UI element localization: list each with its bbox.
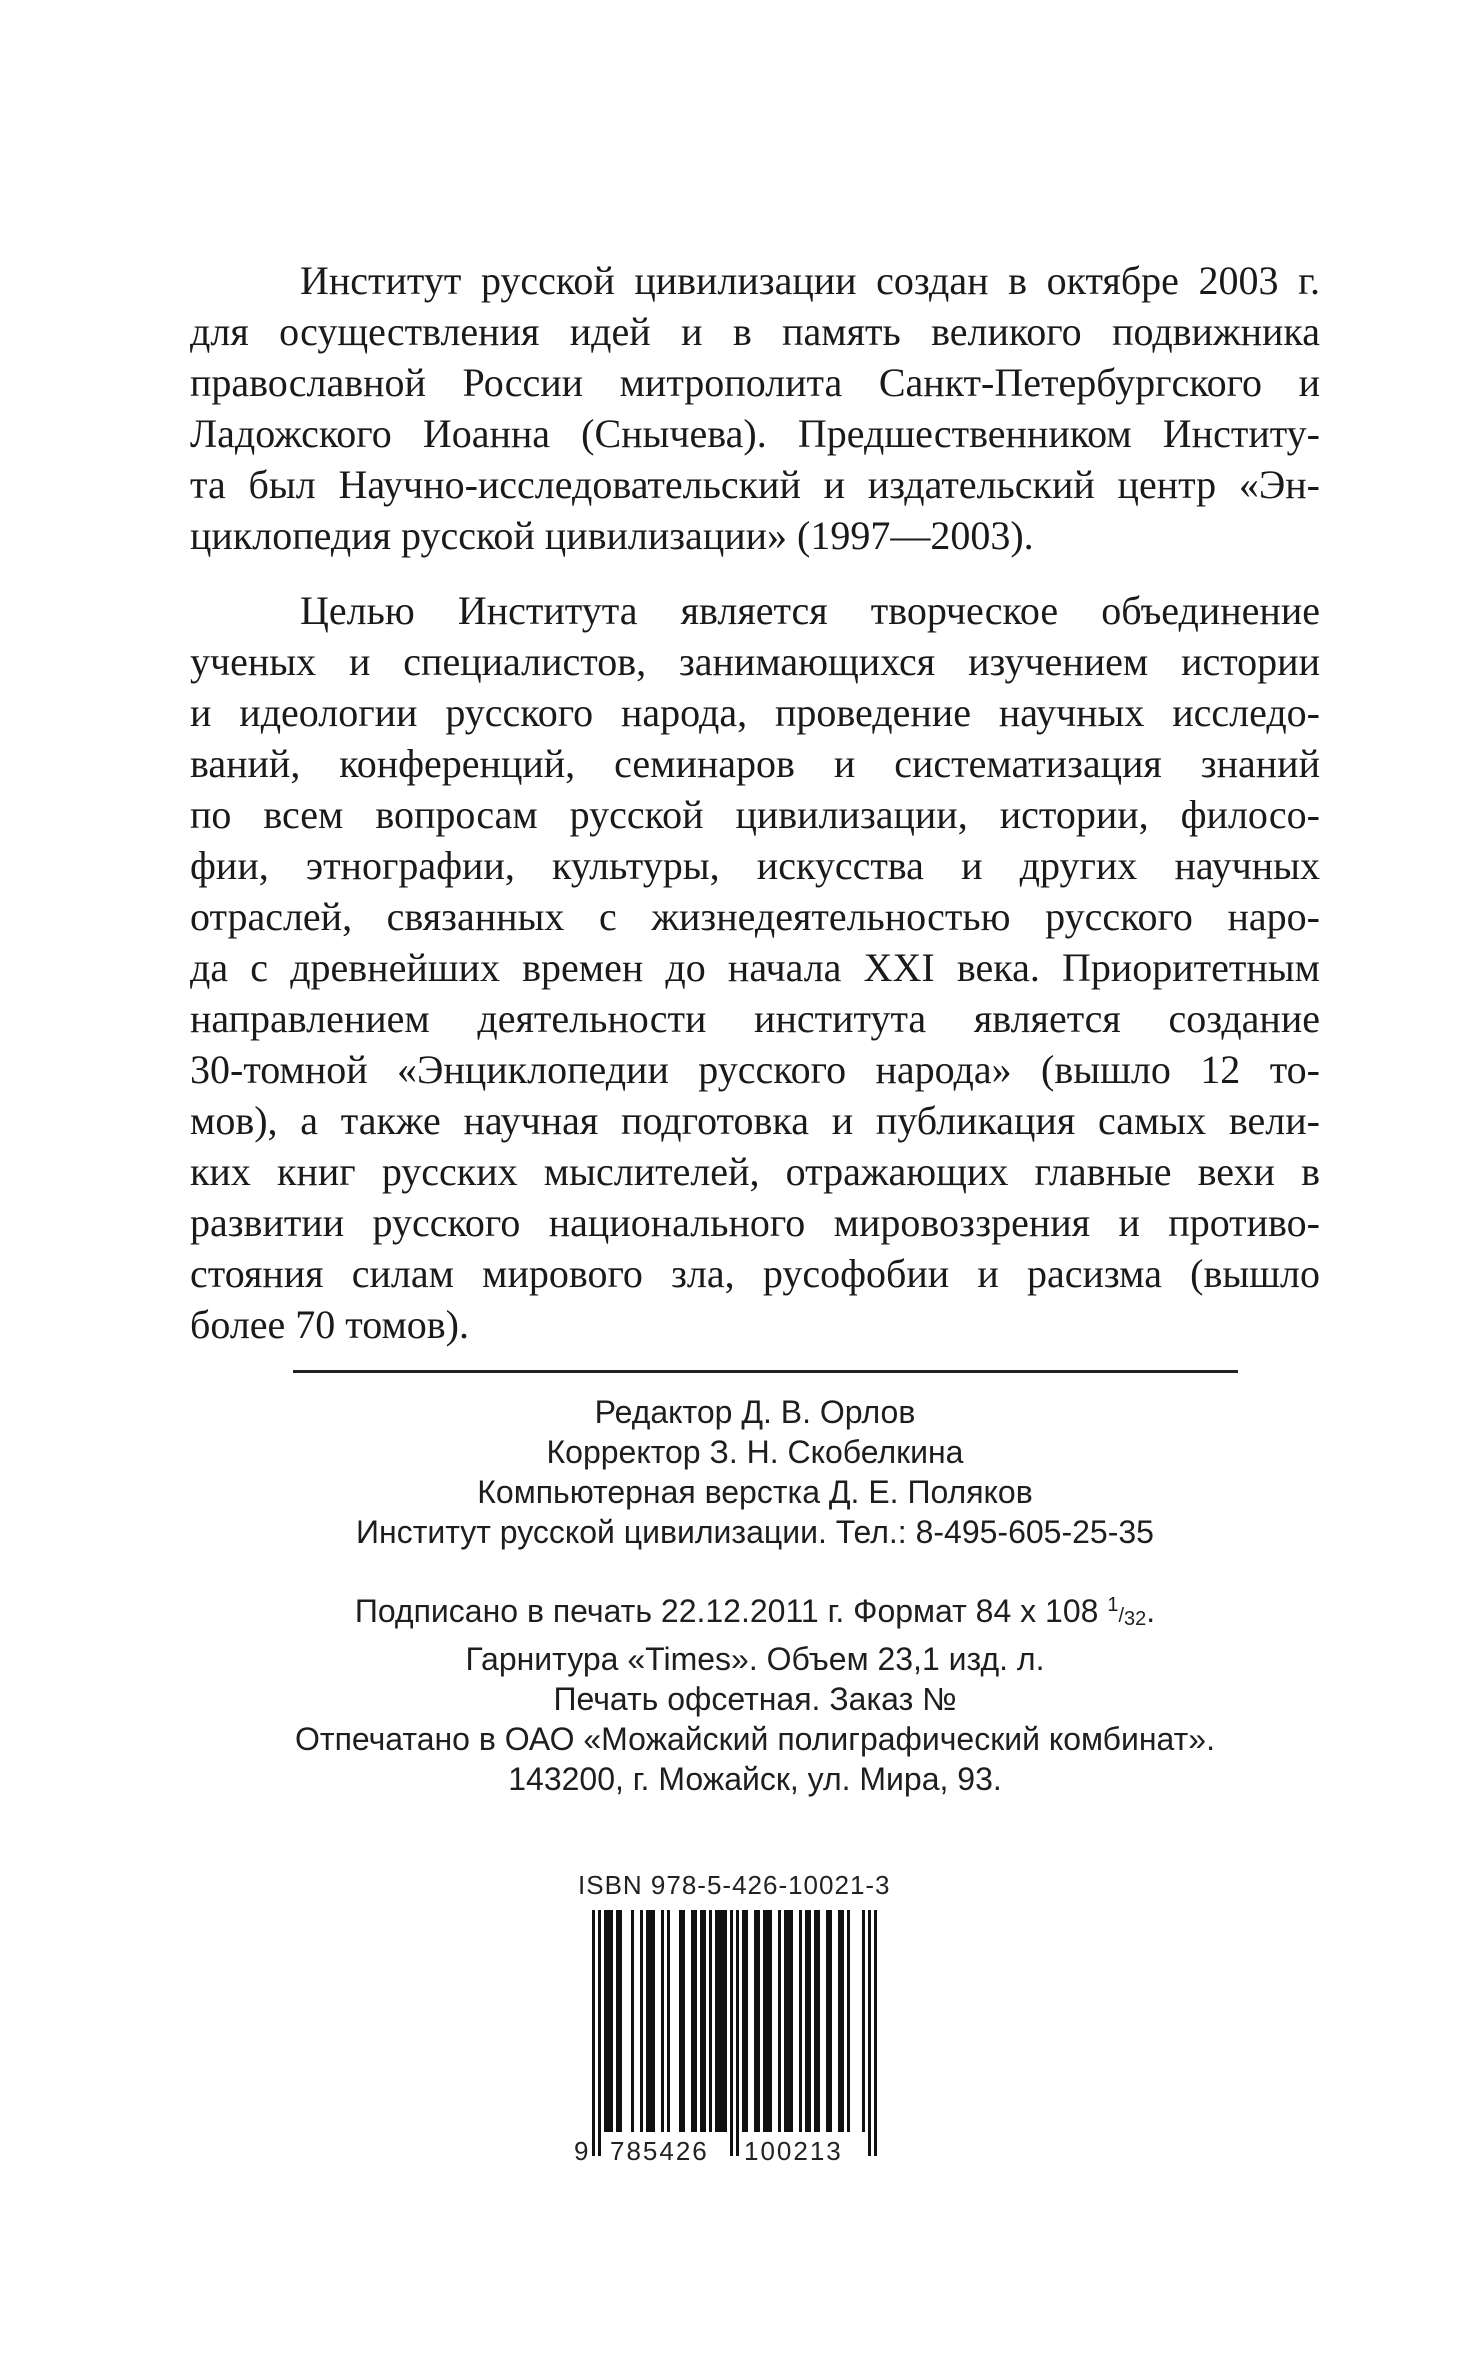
barcode-digits (574, 2136, 888, 2170)
typeface-line: Гарнитура «Times». Объем 23,1 изд. л. (465, 1641, 1045, 1677)
barcode-bar (763, 1910, 766, 2132)
institute-description-paragraph (190, 255, 1320, 561)
text-line: та был Научно-исследовательский и издательский центр «Эн- (190, 462, 1320, 507)
format-denominator: 32 (1124, 1608, 1147, 1630)
barcode-guard-bar (730, 1910, 733, 2156)
isbn-barcode (574, 1870, 891, 2200)
barcode-bar (604, 1910, 607, 2132)
format-fraction (1107, 1594, 1147, 1630)
text-line: стояния силам мирового зла, русофобии и расизма (вышло (190, 1251, 1320, 1296)
text-line: для осуществления идей и в память великого подвижника (190, 309, 1320, 354)
barcode-bar (652, 1910, 655, 2132)
barcode-bar (826, 1910, 829, 2132)
publisher-contact-line: Институт русской цивилизации. Тел.: 8-495-605-25-35 (356, 1514, 1154, 1550)
barcode-bar (721, 1910, 724, 2132)
barcode-bar (787, 1910, 790, 2132)
barcode-bar (640, 1910, 643, 2132)
barcode-bar (799, 1910, 802, 2132)
barcode-bar (646, 1910, 649, 2132)
barcode-bar (742, 1910, 745, 2132)
barcode-bar (847, 1910, 850, 2132)
barcode-bar (862, 1910, 865, 2132)
barcode-bar (694, 1910, 697, 2132)
text-line: Институт русской цивилизации создан в октябре 2003 г. (300, 258, 1320, 303)
barcode-bar (805, 1910, 808, 2132)
barcode-bar (784, 1910, 787, 2132)
proofreader-line: Корректор З. Н. Скобелкина (546, 1434, 964, 1470)
print-type-line: Печать офсетная. Заказ № (553, 1681, 957, 1717)
barcode-bar (700, 1910, 703, 2132)
isbn-label: ISBN 978-5-426-10021-3 (578, 1870, 891, 1900)
barcode-bar (838, 1910, 841, 2132)
barcode-bar (661, 1910, 664, 2132)
barcode-bar (829, 1910, 832, 2132)
text-line: развитии русского национального мировоззрения и противо- (190, 1200, 1320, 1245)
text-line: ваний, конференций, семинаров и систематизация знаний (190, 741, 1320, 786)
barcode-bar (745, 1910, 748, 2132)
text-line: да с древнейших времен до начала XXI века. Приоритетным (190, 945, 1320, 990)
text-line: направлением деятельности института является создание (190, 996, 1320, 1041)
institute-goals-paragraph (190, 585, 1320, 1350)
barcode-bar (724, 1910, 727, 2132)
barcode-bar (757, 1910, 760, 2132)
barcode-bar (817, 1910, 820, 2132)
barcode-bar (769, 1910, 772, 2132)
text-line: Ладожского Иоанна (Снычева). Предшественником Институ- (190, 411, 1320, 456)
barcode-bar (667, 1910, 670, 2132)
text-line: по всем вопросам русской цивилизации, истории, филосо- (190, 792, 1320, 837)
layout-line: Компьютерная верстка Д. Е. Поляков (477, 1474, 1033, 1510)
barcode-bar (790, 1910, 793, 2132)
barcode-bar (691, 1910, 694, 2132)
barcode-bar (709, 1910, 712, 2132)
barcode-bar (754, 1910, 757, 2132)
horizontal-divider (293, 1370, 1238, 1373)
signed-to-print-line (190, 1585, 1320, 1639)
address-line: 143200, г. Можайск, ул. Мира, 93. (508, 1761, 1002, 1797)
signed-suffix: . (1146, 1593, 1156, 1629)
barcode-bar (766, 1910, 769, 2132)
text-line: ученых и специалистов, занимающихся изучением истории (190, 639, 1320, 684)
text-line: фии, этнографии, культуры, искусства и других научных (190, 843, 1320, 888)
barcode-bar (814, 1910, 817, 2132)
barcode-bar (808, 1910, 811, 2132)
barcode-bar (619, 1910, 622, 2132)
barcode-bar (679, 1910, 682, 2132)
barcode-bar (610, 1910, 613, 2132)
text-line: отраслей, связанных с жизнедеятельностью русского наро- (190, 894, 1320, 939)
barcode-bar (715, 1910, 718, 2132)
printer-line: Отпечатано в ОАО «Можайский полиграфический комбинат». (295, 1721, 1215, 1757)
text-line: Целью Института является творческое объединение (300, 588, 1320, 633)
barcode-guard-bar (874, 1910, 877, 2156)
barcode-bar (616, 1910, 619, 2132)
barcode-guard-bar (592, 1910, 595, 2156)
barcode-bar (718, 1910, 721, 2132)
barcode-right-digits: 100213 (744, 2136, 843, 2166)
barcode-guard-bar (598, 1910, 601, 2156)
barcode-bar (607, 1910, 610, 2132)
barcode-bar (778, 1910, 781, 2132)
format-numerator: 1 (1107, 1594, 1119, 1616)
barcode-bar (841, 1910, 844, 2132)
barcode-bars (578, 1910, 888, 2160)
editor-line: Редактор Д. В. Орлов (594, 1394, 916, 1430)
text-line: православной России митрополита Санкт-Петербургского и (190, 360, 1320, 405)
text-line: и идеологии русского народа, проведение научных исследо- (190, 690, 1320, 735)
barcode-bar (631, 1910, 634, 2132)
credits-block (190, 1392, 1320, 1552)
text-line: более 70 томов). (190, 1302, 470, 1347)
print-info-block (190, 1585, 1320, 1799)
barcode-guard-bar (736, 1910, 739, 2156)
barcode-bar (682, 1910, 685, 2132)
text-line: 30-томной «Энциклопедии русского народа» (вышло 12 то- (190, 1047, 1320, 1092)
text-line: ких книг русских мыслителей, отражающих главные вехи в (190, 1149, 1320, 1194)
text-line: циклопедия русской цивилизации» (1997—2003). (190, 513, 1034, 558)
barcode-first-digit: 9 (574, 2136, 589, 2166)
format-slash: / (1118, 1605, 1125, 1627)
text-line: мов), а также научная подготовка и публикация самых вели- (190, 1098, 1320, 1143)
barcode-bar (703, 1910, 706, 2132)
barcode-bar (649, 1910, 652, 2132)
barcode-left-digits: 785426 (610, 2136, 709, 2166)
signed-to-print-text: Подписано в печать 22.12.2011 г. Формат 84 x 108 (354, 1593, 1099, 1629)
barcode-guard-bar (868, 1910, 871, 2156)
